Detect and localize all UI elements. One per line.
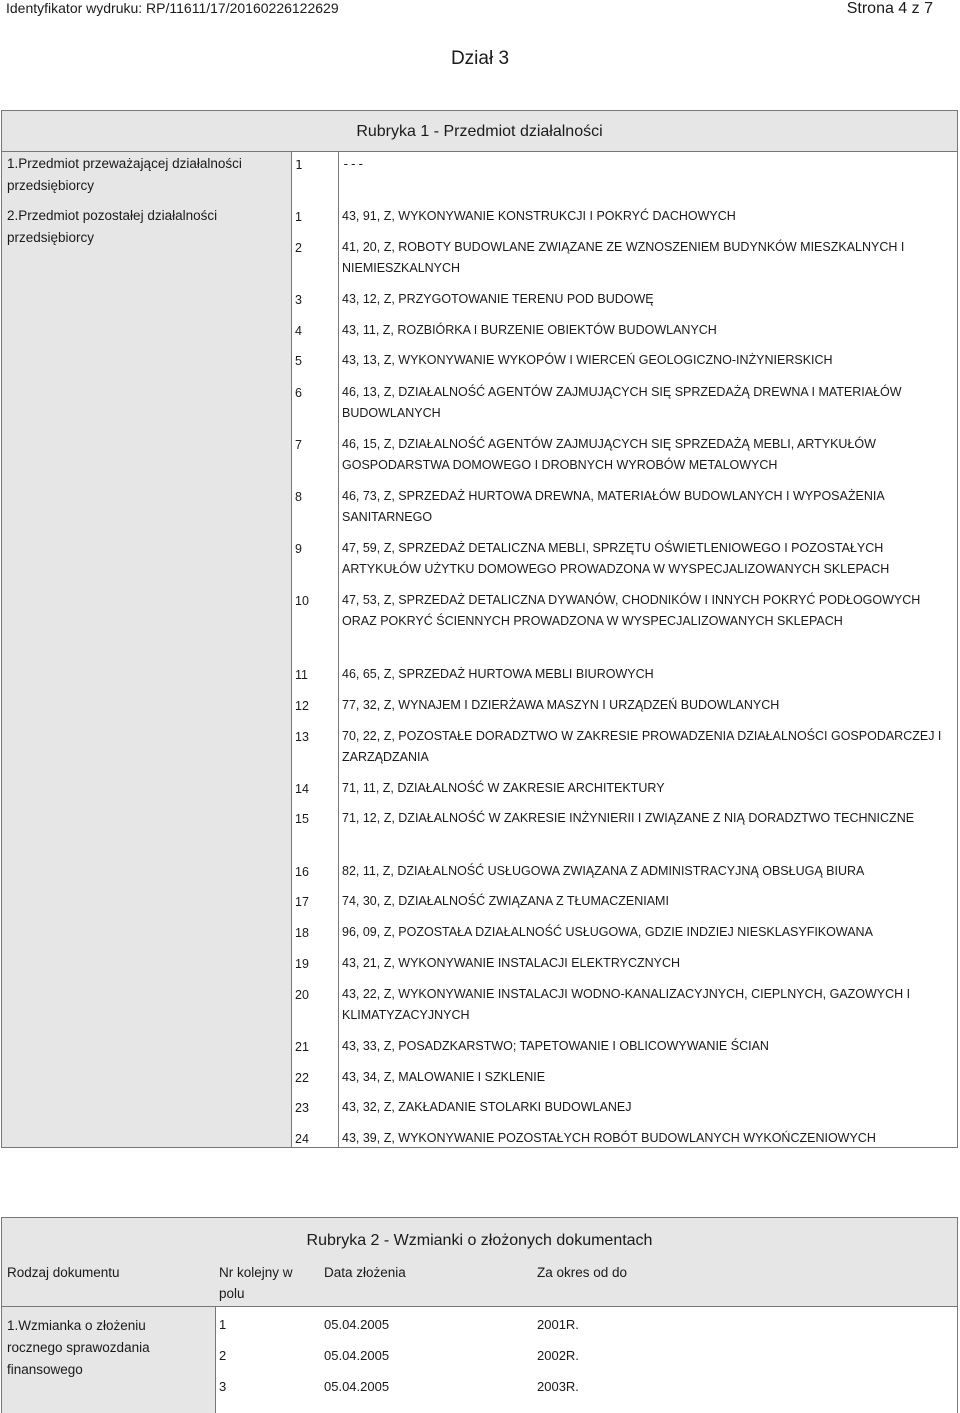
item-text: 43, 11, Z, ROZBIÓRKA I BURZENIE OBIEKTÓW BUDOWLANYCH	[342, 323, 717, 337]
item-number: 23	[295, 1101, 309, 1115]
row-okres: 2001R.	[537, 1317, 579, 1332]
item-text: 43, 34, Z, MALOWANIE I SZKLENIE	[342, 1070, 546, 1084]
item-text: 71, 11, Z, DZIAŁALNOŚĆ W ZAKRESIE ARCHITEKTURY	[342, 781, 665, 795]
item-number: 7	[295, 438, 302, 452]
rubryka-1-title: Rubryka 1 - Przedmiot działalności	[356, 123, 603, 140]
col-header-nr: Nr kolejny w polu	[219, 1265, 293, 1301]
rubryka-1-header	[2, 111, 957, 152]
row-nr: 1	[219, 1317, 227, 1332]
item-text: 74, 30, Z, DZIAŁALNOŚĆ ZWIĄZANA Z TŁUMACZENIAMI	[342, 894, 669, 908]
item-number: 16	[295, 865, 309, 879]
row-nr: 2	[219, 1348, 227, 1363]
item-number: 4	[295, 324, 302, 338]
item-number: 2	[295, 241, 302, 255]
main-activity-label: 1.Przedmiot przeważającej działalności przedsiębiorcy	[7, 156, 242, 193]
item-number: 10	[295, 594, 309, 608]
item-number: 12	[295, 699, 309, 713]
item-number: 14	[295, 782, 309, 796]
label-column	[2, 111, 292, 1147]
item-text: 77, 32, Z, WYNAJEM I DZIERŻAWA MASZYN I URZĄDZEŃ BUDOWLANYCH	[342, 698, 780, 712]
item-text: 43, 33, Z, POSADZKARSTWO; TAPETOWANIE I OBLICOWYWANIE ŚCIAN	[342, 1039, 769, 1053]
rubryka-2-title: Rubryka 2 - Wzmianki o złożonych dokumentach	[306, 1232, 653, 1249]
item-text: 43, 12, Z, PRZYGOTOWANIE TERENU POD BUDOWĘ	[342, 292, 654, 306]
item-text: 43, 22, Z, WYKONYWANIE INSTALACJI WODNO-KANALIZACYJNYCH, CIEPLNYCH, GAZOWYCH I KLIMATYZACYJNYCH	[342, 987, 911, 1022]
item-text: 46, 13, Z, DZIAŁALNOŚĆ AGENTÓW ZAJMUJĄCYCH SIĘ SPRZEDAŻĄ DREWNA I MATERIAŁÓW BUDOWLANYCH	[342, 385, 902, 420]
item-number: 17	[295, 895, 309, 909]
main-activity-value: ---	[342, 156, 365, 171]
item-text: 47, 53, Z, SPRZEDAŻ DETALICZNA DYWANÓW, CHODNIKÓW I INNYCH POKRYĆ PODŁOGOWYCH ORAZ POKRYĆ ŚCIENNYCH PROWADZONA W WYSPECJALIZOWANYCH SKLEPACH	[342, 593, 921, 628]
item-text: 43, 13, Z, WYKONYWANIE WYKOPÓW I WIERCEŃ GEOLOGICZNO-INŻYNIERSKICH	[342, 353, 833, 367]
item-number: 8	[295, 490, 302, 504]
other-activity-label: 2.Przedmiot pozostałej działalności przedsiębiorcy	[7, 208, 218, 245]
col-header-okres: Za okres od do	[537, 1265, 628, 1280]
item-text: 46, 15, Z, DZIAŁALNOŚĆ AGENTÓW ZAJMUJĄCYCH SIĘ SPRZEDAŻĄ MEBLI, ARTYKUŁÓW GOSPODARSTWA DOMOWEGO I DROBNYCH WYROBÓW METALOWYCH	[342, 437, 876, 472]
item-text: 43, 39, Z, WYKONYWANIE POZOSTAŁYCH ROBÓT BUDOWLANYCH WYKOŃCZENIOWYCH	[342, 1131, 876, 1145]
item-number: 9	[295, 542, 302, 556]
section-title: Dział 3	[450, 48, 510, 69]
item-text: 47, 59, Z, SPRZEDAŻ DETALICZNA MEBLI, SPRZĘTU OŚWIETLENIOWEGO I POZOSTAŁYCH ARTYKUŁÓW UŻYTKU DOMOWEGO PROWADZONA W WYSPECJALIZOWANYCH SKLEPACH	[342, 541, 890, 576]
item-text: 43, 91, Z, WYKONYWANIE KONSTRUKCJI I POKRYĆ DACHOWYCH	[342, 209, 736, 223]
rubryka-2-table	[1, 1217, 958, 1413]
row-data: 05.04.2005	[324, 1348, 390, 1363]
item-number: 11	[295, 668, 308, 682]
col-header-data: Data złożenia	[324, 1265, 406, 1280]
item-text: 71, 12, Z, DZIAŁALNOŚĆ W ZAKRESIE INŻYNIERII I ZWIĄZANE Z NIĄ DORADZTWO TECHNICZNE	[342, 811, 915, 825]
item-number: 5	[295, 354, 302, 368]
row-data: 05.04.2005	[324, 1379, 390, 1394]
item-number: 18	[295, 926, 309, 940]
main-activity-number: 1	[295, 157, 303, 172]
item-number: 24	[295, 1132, 309, 1146]
document-type-label: 1.Wzmianka o złożeniu rocznego sprawozdania finansowego	[7, 1318, 150, 1377]
rubryka-2-header	[2, 1218, 957, 1307]
item-number: 13	[295, 730, 309, 744]
item-number: 3	[295, 293, 302, 307]
row-okres: 2003R.	[537, 1379, 579, 1394]
item-text: 70, 22, Z, POZOSTAŁE DORADZTWO W ZAKRESIE PROWADZENIA DZIAŁALNOŚCI GOSPODARCZEJ I ZARZĄDZANIA	[342, 729, 942, 764]
col-header-rodzaj: Rodzaj dokumentu	[7, 1265, 120, 1280]
item-text: 43, 21, Z, WYKONYWANIE INSTALACJI ELEKTRYCZNYCH	[342, 956, 681, 970]
item-text: 43, 32, Z, ZAKŁADANIE STOLARKI BUDOWLANEJ	[342, 1100, 632, 1114]
item-number: 1	[295, 210, 302, 224]
item-number: 20	[295, 988, 309, 1002]
item-number: 21	[295, 1040, 309, 1054]
item-number: 22	[295, 1071, 309, 1085]
item-text: 82, 11, Z, DZIAŁALNOŚĆ USŁUGOWA ZWIĄZANA Z ADMINISTRACYJNĄ OBSŁUGĄ BIURA	[342, 864, 865, 878]
row-nr: 3	[219, 1379, 227, 1394]
item-text: 41, 20, Z, ROBOTY BUDOWLANE ZWIĄZANE ZE WZNOSZENIEM BUDYNKÓW MIESZKALNYCH I NIEMIESZKALNYCH	[342, 240, 905, 275]
item-text: 96, 09, Z, POZOSTAŁA DZIAŁALNOŚĆ USŁUGOWA, GDZIE INDZIEJ NIESKLASYFIKOWANA	[342, 925, 873, 939]
rubryka-1-table	[1, 110, 958, 1148]
row-data: 05.04.2005	[324, 1317, 390, 1332]
print-identifier: Identyfikator wydruku: RP/11611/17/20160226122629	[6, 0, 339, 16]
item-text: 46, 73, Z, SPRZEDAŻ HURTOWA DREWNA, MATERIAŁÓW BUDOWLANYCH I WYPOSAŻENIA SANITARNEGO	[342, 489, 884, 524]
item-number: 15	[295, 812, 309, 826]
page-number: Strona 4 z 7	[846, 0, 933, 17]
item-number: 6	[295, 386, 302, 400]
row-okres: 2002R.	[537, 1348, 579, 1363]
item-text: 46, 65, Z, SPRZEDAŻ HURTOWA MEBLI BIUROWYCH	[342, 667, 654, 681]
item-number: 19	[295, 957, 309, 971]
